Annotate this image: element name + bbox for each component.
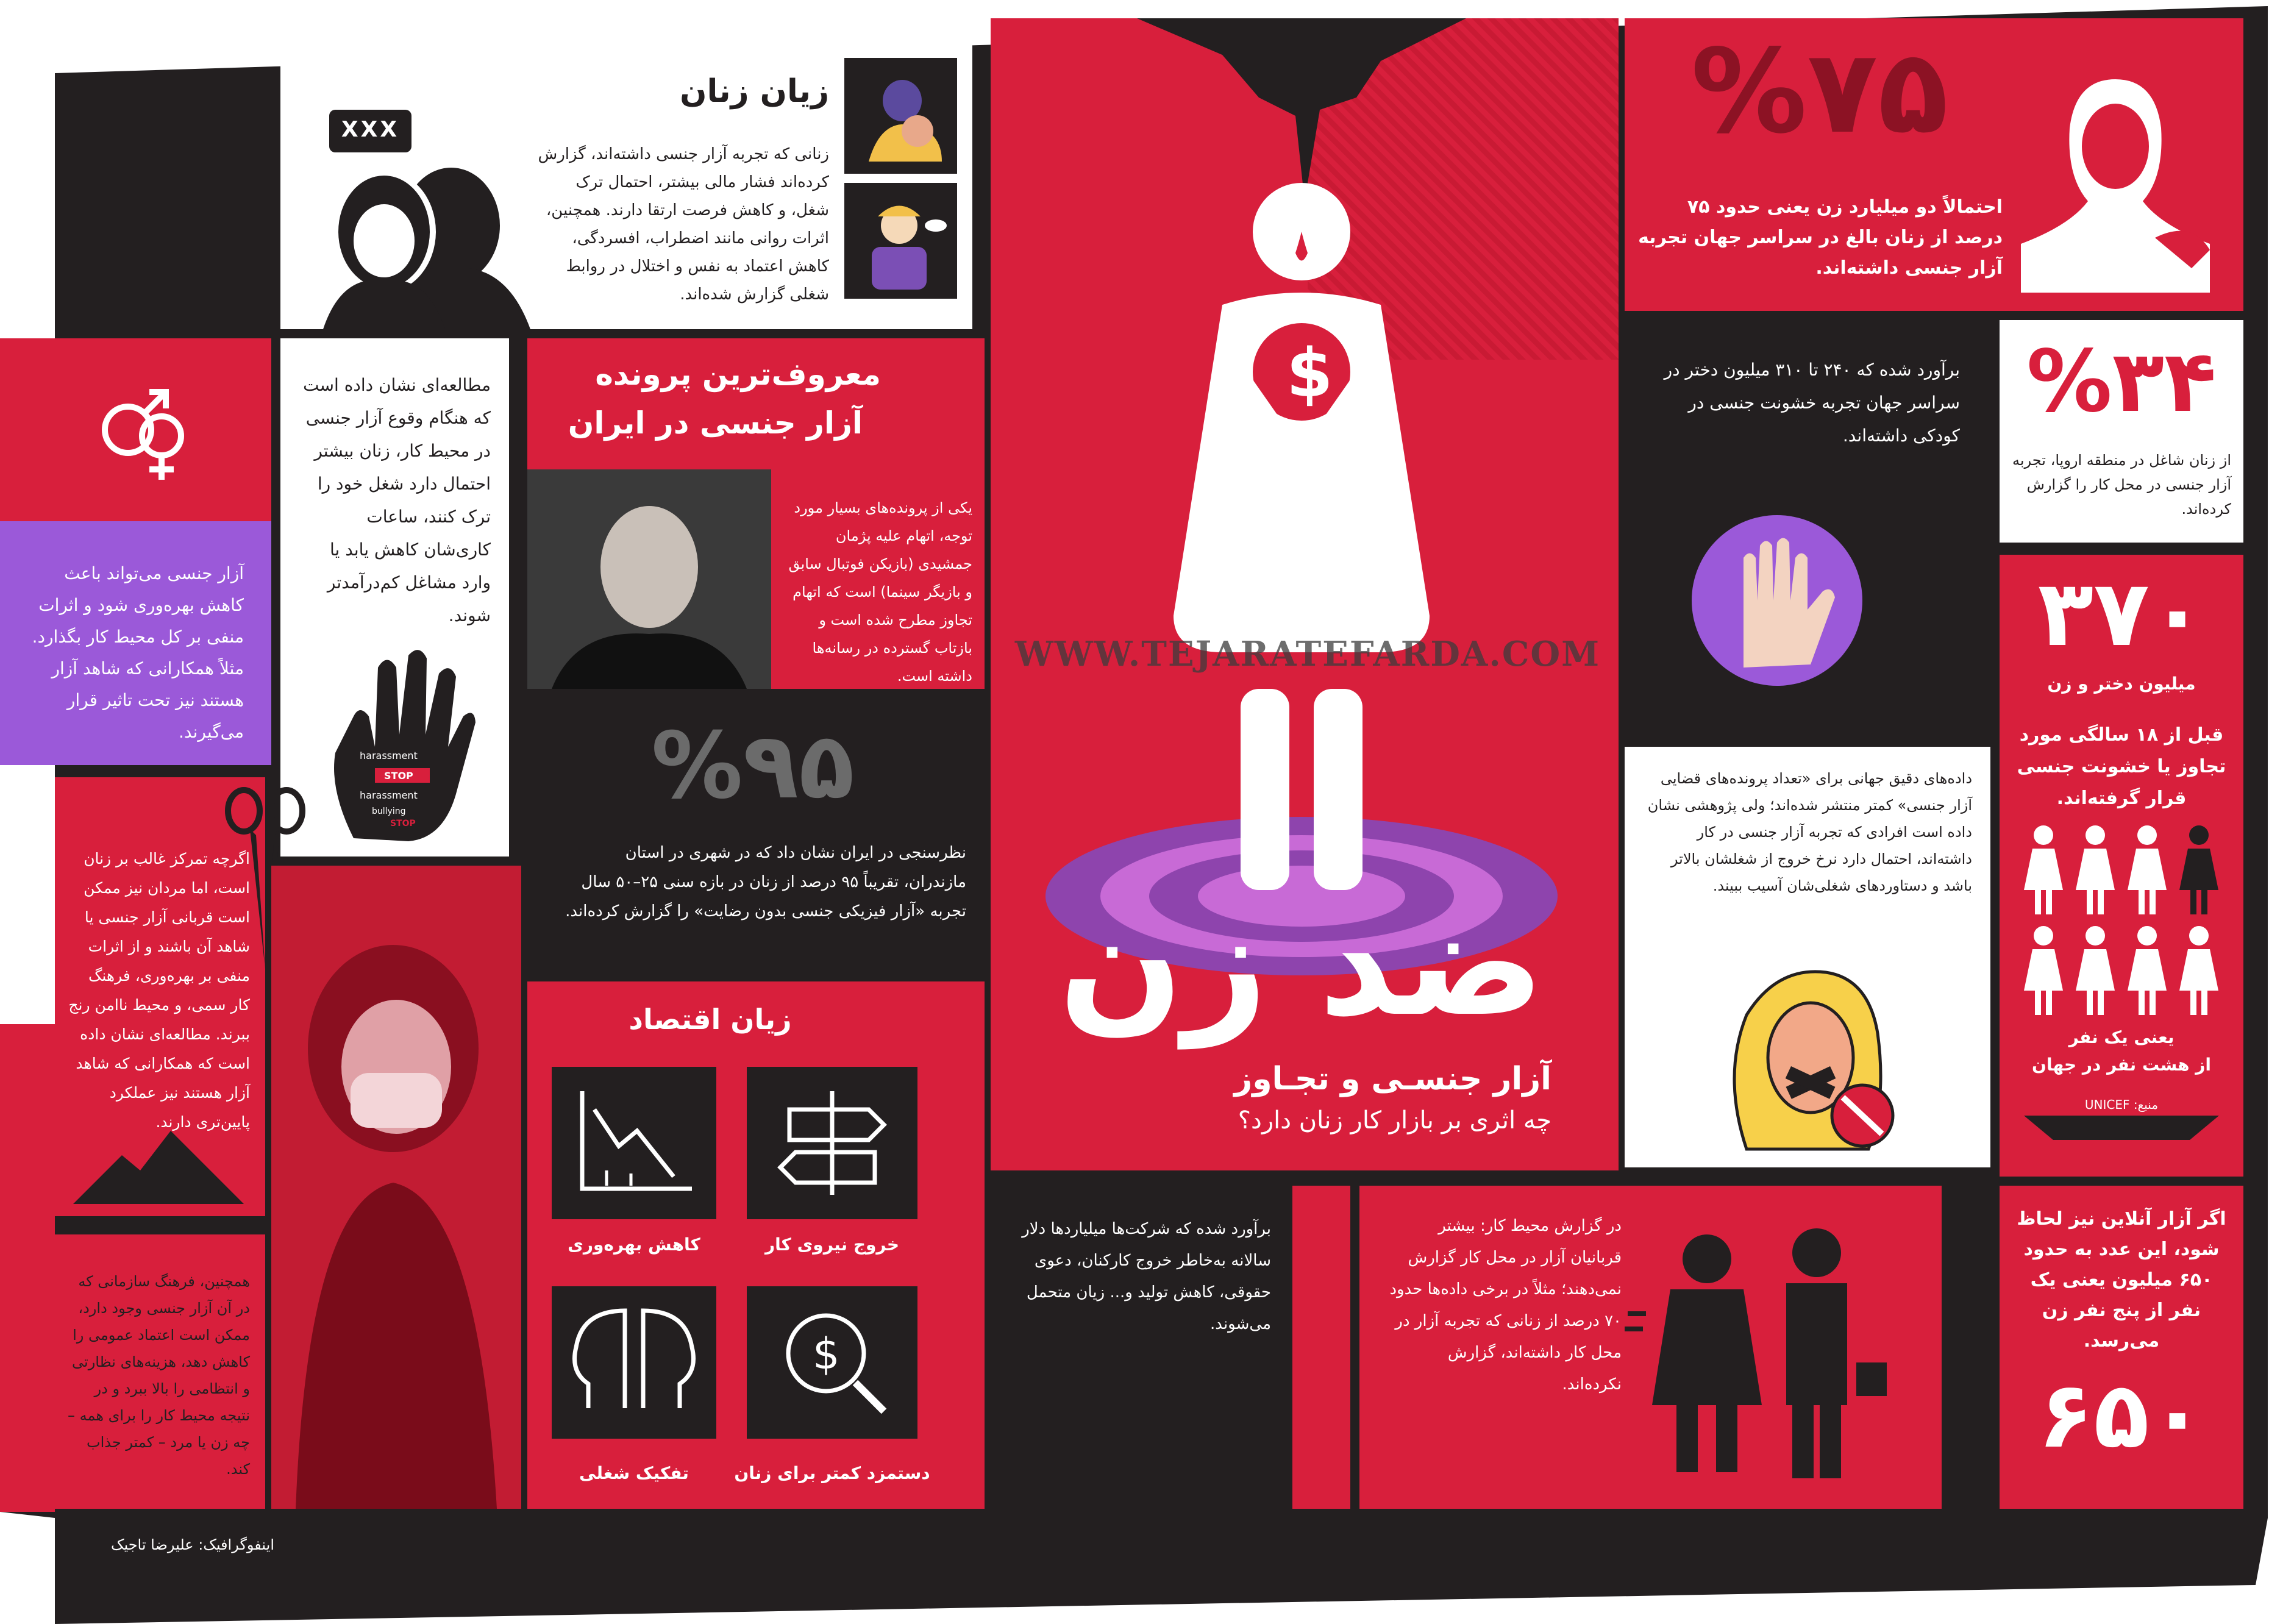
stat75-panel [1625, 18, 2243, 311]
woman-figure-highlighted [2179, 825, 2218, 914]
hand-word-2: STOP [384, 770, 413, 782]
hand-word-5: STOP [390, 819, 416, 828]
gender-icon-panel [0, 338, 271, 521]
figures-grid [2018, 823, 2225, 1024]
woman-figure [2024, 825, 2063, 914]
purple-note-panel [0, 521, 271, 765]
study-body: مطالعه‌ای نشان داده است که هنگام وقوع آزار جنسی در محیط کار، زنان بیشتر احتمال دارد شغل خود را ترک کنند، ساعات کاری‌شان کاهش یابد یا وارد مشاغل کم‌درآمدتر شوند. [303, 375, 491, 625]
harassed-woman-icon [2009, 67, 2222, 293]
economic-item-label-2: دستمزد کمتر برای زنان [734, 1463, 930, 1483]
famous-case-body: یکی از پرونده‌های بسیار مورد توجه، اتهام علیه پژمان جمشیدی (بازیکن فوتبال سابق و بازیگر سینما) است که اتهام تجاوز مطرح شده است و بازتاب گسترده در رسانه‌ها داشته است. [788, 499, 972, 685]
economic-item-wages [747, 1286, 917, 1439]
harassment-scene-icon [1622, 1222, 1896, 1478]
stat34-percent: %۳۴ [2026, 332, 2217, 432]
woman-figure [2076, 825, 2115, 914]
stat75-body: احتمالاً دو میلیارد زن یعنی حدود ۷۵ درصد از زنان بالغ در سراسر جهان تجربه آزار جنسی داشته‌اند. [1638, 196, 2003, 279]
red-strip [1292, 1186, 1350, 1509]
source-underline [2024, 1116, 2219, 1140]
famous-case-title-2: آزار جنسی در ایران [568, 405, 863, 441]
signpost-icon [747, 1067, 917, 1219]
economic-item-label-1: کاهش بهره‌وری [568, 1234, 700, 1255]
gender-symbols-icon [91, 375, 195, 485]
company-cost-body: برآورد شده که شرکت‌ها میلیاردها دلار سالانه به‌خاطر خروج کارکنان، دعوی حقوقی، کاهش تولید و... زیان متحمل می‌شوند. [1022, 1220, 1271, 1333]
workplace-report-body: در گزارش محیط کار: بیشتر قربانیان آزار در محل کار گزارش نمی‌دهند؛ مثلاً در برخی داده‌ها حدود ۷۰ درصد از زنانی که تجربه آزار در محل کار داشته‌اند، گزارش نکرده‌اند. [1389, 1217, 1622, 1394]
couple-silhouette [299, 158, 530, 329]
svg-text:$: $ [1286, 334, 1333, 412]
womens-loss-panel [280, 18, 972, 329]
study-panel [280, 338, 509, 857]
stat370-unit: میلیون دختر و زن [2047, 674, 2196, 694]
chart-down-icon [552, 1067, 716, 1219]
economic-item-label-0: خروج نیروی کار [764, 1234, 900, 1255]
girls-violence-panel [1625, 320, 1990, 741]
stat370-body: قبل از ۱۸ سالگی مورد تجاوز یا خشونت جنسی قرار گرفته‌اند. [2017, 724, 2226, 809]
company-cost-panel [991, 1186, 1295, 1509]
economic-item-labor-exit [747, 1067, 917, 1219]
hero-subtitle: آزار جنسـی و تجـاوز [1234, 1061, 1551, 1097]
court-data-body: داده‌های دقیق جهانی برای «تعداد پرونده‌های قضایی آزار جنسی» کمتر منتشر شده‌اند؛ ولی پژوهشی نشان داده است افرادی که تجربه آزار جنسی در کار داشته‌اند، احتمال دارد نرخ خروج از شغلشان بالاتر باشد و دستاوردهای شغلی‌شان آسیب ببیند. [1647, 770, 1972, 894]
women-figures [2018, 823, 2225, 1024]
purple-note-body: آزار جنسی می‌تواند باعث کاهش بهره‌وری شود و اثرات منفی بر کل محیط کار بگذارد. مثلاً همکارانی که شاهد آزار هستند نیز تحت تاثیر قرار می‌گیرند. [32, 563, 244, 742]
org-culture-body: همچنین، فرهنگ سازمانی که در آن آزار جنسی وجود دارد، ممکن است اعتماد عمومی را کاهش دهد، هزینه‌های نظارتی و انتظامی را بالا ببرد و در نتیجه محیط کار را برای همه – چه زن یا مرد – کمتر جذاب کند. [67, 1273, 250, 1478]
couple-icon [299, 158, 530, 329]
stat370-panel [2000, 555, 2243, 1177]
survey-body: نظرسنجی در ایران نشان داد که در شهری در استان مازندران، تقریباً ۹۵ درصد از زنان در بازه سنی ۲۵–۵۰ سال تجربه «آزار فیزیکی جنسی بدون رضایت» را گزارش کرده‌اند. [565, 844, 966, 921]
famous-case-panel [527, 338, 985, 689]
workplace-report-panel [1359, 1186, 1942, 1509]
stop-hand-icon [1686, 509, 1868, 692]
watermark: WWW.TEJARATEFARDA.COM [1014, 634, 1601, 674]
harassment-hand-icon [317, 643, 476, 844]
court-data-panel [1625, 747, 1990, 1167]
men-victims-body: اگرچه تمرکز غالب بر زنان است، اما مردان نیز ممکن است قربانی آزار جنسی یا شاهد آن باشند و از اثرات منفی بر بهره‌وری، فرهنگ کار سمی، و محیط ناامن رنج ببرند. مطالعه‌ای نشان داده است که همکارانی که شاهد آزار هستند نیز عملکرد پایین‌تری دارند. [68, 850, 250, 1131]
credit: اینفوگرافیک: علیرضا تاجیک [111, 1536, 274, 1553]
stat650-panel [2000, 1186, 2243, 1509]
economic-item-label-3: تفکیک شغلی [579, 1463, 689, 1483]
silenced-woman-icon [1710, 966, 1905, 1155]
economic-item-productivity [552, 1067, 716, 1219]
bubble-text: XXX [341, 117, 400, 142]
sad-woman-icon [844, 58, 957, 174]
svg-text:$: $ [813, 1329, 840, 1379]
survey-percent: %۹۵ [651, 713, 855, 819]
accused-photo [527, 469, 771, 689]
stat650-body: اگر آزار آنلاین نیز لحاظ شود، این عدد به حدود ۶۵۰ میلیون یعنی یک نفر از پنج نفر زن می‌رسد. [2017, 1208, 2226, 1352]
hero-question: چه اثری بر بازار کار زنان دارد؟ [1238, 1106, 1551, 1134]
woman-figure [2179, 926, 2218, 1015]
womens-loss-title: زیان زنان [680, 73, 829, 110]
stat34-body: از زنان شاغل در منطقه اروپا، تجربه آزار جنسی در محل کار را گزارش کرده‌اند. [2012, 452, 2231, 518]
hero-panel [991, 18, 1619, 1170]
economic-loss-title: زیان اقتصاد [629, 1003, 792, 1036]
hand-word-1: harassment [360, 750, 418, 761]
stat75-percent: %۷۵ [1690, 24, 1949, 159]
hero-title: ضد زن [1058, 878, 1545, 1049]
mountain-icon [73, 1119, 244, 1204]
stat370-number: ۳۷۰ [2037, 561, 2206, 667]
economic-item-segregation [552, 1286, 716, 1439]
hand-word-3: harassment [360, 789, 418, 801]
hand-word-4: bullying [372, 807, 406, 816]
woman-figure [2076, 926, 2115, 1015]
stat370-ratio-1: یعنی یک نفر [2068, 1027, 2175, 1047]
womens-loss-body: زنانی که تجربه آزار جنسی داشته‌اند، گزارش کرده‌اند فشار مالی بیشتر، احتمال ترک شغل، و کاهش فرصت ارتقا دارند. همچنین، اثرات روانی مانند اضطراب، افسردگی، کاهش اعتماد به نفس و اختلال در روابط شغلی گزارش شده‌اند. [538, 145, 829, 304]
woman-figure [2128, 825, 2167, 914]
woman-figure [2024, 926, 2063, 1015]
speech-bubble [329, 110, 411, 152]
org-culture-panel [0, 1234, 265, 1509]
stat370-ratio-2: از هشت نفر در جهان [2032, 1055, 2211, 1075]
split-heads-icon [552, 1286, 716, 1439]
economic-loss-panel [527, 981, 985, 1509]
girls-violence-body: برآورد شده که ۲۴۰ تا ۳۱۰ میلیون دختر در سراسر جهان تجربه خشونت جنسی در کودکی داشته‌اند. [1664, 360, 1960, 446]
stat650-number: ۶۵۰ [2037, 1362, 2206, 1469]
masked-woman-photo [271, 866, 521, 1509]
stat370-source: منبع: UNICEF [2084, 1097, 2159, 1112]
woman-figure [2128, 926, 2167, 1015]
depressed-person-icon [844, 183, 957, 299]
stat34-panel [2000, 320, 2243, 543]
dollar-search-icon [747, 1286, 917, 1439]
famous-case-title-1: معروف‌ترین پرونده [595, 357, 881, 392]
survey-panel [527, 689, 985, 963]
